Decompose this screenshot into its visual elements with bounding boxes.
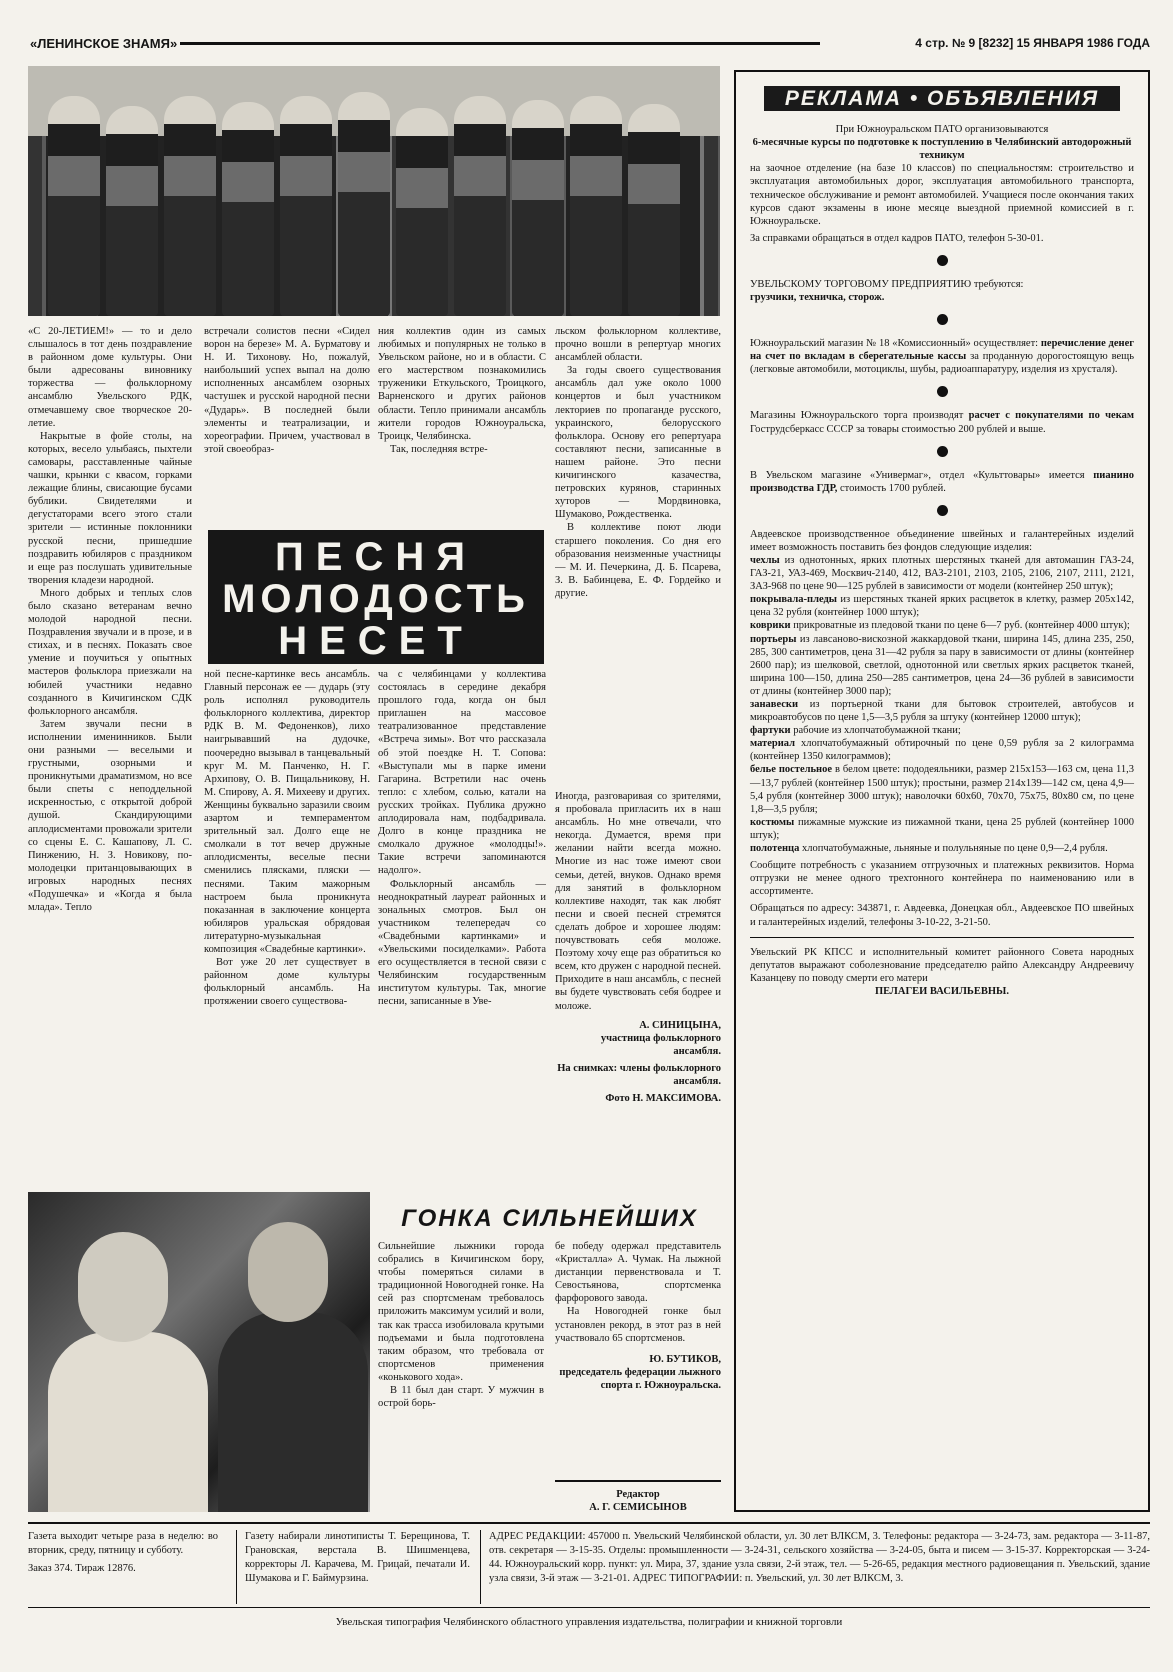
paragraph: «С 20-ЛЕТИЕМ!» — то и дело слышалось в тот день поздравление в районном доме культуры. Они были адресованы виновнику торжества — фольклорному ансамблю Увельского РДК, отмечавшему свое творческое 20-летие.: [28, 326, 192, 429]
ensemble-photo: [28, 66, 720, 316]
paragraph: Затем звучали песни в исполнении именинников. Были они разными — веселыми и грустными, озорными и проникнутыми драматизмом, но все были спеты с неподдельной искренностью, с открытой доброй душой. Скандирующими аплодисментами провожали зрители со сцены Е. С. Кашапову, Л. С. Пинжению, Н. З. Новикову, по-молодецки пританцовывающих в игровых народных песнях «Подушечка» и «Когда я была млада». Тепло: [28, 718, 192, 914]
paragraph: бе победу одержал представитель «Кристалла» А. Чумак. На лыжной дистанции первенствовала и Т. Севостьянова, спортсменка фарфорового завода.: [555, 1241, 721, 1305]
article-headline: [208, 530, 544, 664]
sport-signature: Ю. БУТИКОВ,: [649, 1353, 721, 1365]
item-name: коврики: [750, 620, 791, 632]
ad-bold: грузчики, техничка, сторож.: [750, 292, 885, 304]
paragraph: Сильнейшие лыжники города собрались в Кичигинском бору, чтобы померяться силами в традиционной Новогодней гонке. На сей раз спортсменам требовалось приложить максимум усилий и воли, так как трасса изобиловала крутыми подъемами и была подготовлена таким образом, что требовала от спортсменов применения «конькового хода».: [378, 1241, 544, 1383]
ad-item: [750, 633, 1134, 698]
bullet-icon: [937, 505, 948, 516]
item-text: хлопчатобумажные, льняные и полульняные по цене 0,9—2,4 рубля.: [801, 843, 1108, 855]
ad-item: [750, 554, 1134, 593]
item-text: хлопчатобумажный обтирочный по цене 0,59 рубля за 2 килограмма (контейнер 1350 килограммов);: [750, 738, 1134, 763]
editor-name: А. Г. СЕМИСЫНОВ: [589, 1502, 687, 1513]
photo-caption: На снимках: члены фольклорного ансамбля.: [557, 1062, 721, 1087]
headline-line-2: МОЛОДОСТЬ: [222, 577, 530, 621]
article-signature: А. СИНИЦЫНА,: [639, 1019, 721, 1031]
ad-item: [750, 763, 1134, 815]
article-column-4: [555, 325, 721, 785]
item-name: покрывала-пледы: [750, 594, 838, 606]
item-text: пижамные мужские из пижамной ткани, цена 25 рублей (контейнер 1000 штук);: [750, 816, 1134, 841]
ad-text: Магазины Южноуральского торга производят: [750, 410, 964, 422]
condolence: [750, 946, 1134, 998]
ad-piano: [750, 469, 1134, 495]
ad-bold: перечисление денег на счет по вкладам в сберегательные кассы: [750, 338, 1134, 363]
ad-text: Южноуральский магазин № 18 «Комиссионный» осуществляет:: [750, 338, 1039, 350]
ad-item: [750, 816, 1134, 842]
paragraph: льском фольклорном коллективе, прочно вошли в репертуар многих ансамблей области.: [555, 326, 721, 364]
photo-credit: Фото Н. МАКСИМОВА.: [605, 1093, 721, 1105]
editor-label: Редактор: [616, 1489, 660, 1500]
masthead-rule: [180, 42, 820, 45]
footer-schedule: [28, 1530, 218, 1576]
item-text: рабочие из хлопчатобумажной ткани;: [793, 725, 961, 737]
ad-avdeevka: [750, 528, 1134, 929]
sport-column-2: [555, 1240, 721, 1466]
ad-item: [750, 842, 1134, 855]
divider: [750, 937, 1134, 938]
newspaper-name: «ЛЕНИНСКОЕ ЗНАМЯ»: [30, 36, 178, 51]
ad-text: стоимость 1700 рублей.: [839, 482, 946, 494]
ad-bold: пианино производства ГДР,: [750, 469, 1134, 494]
item-text: из шерстяных тканей ярких расцветок в клетку, размер 205х142, цена 32 рубля (контейнер 1000 штук);: [750, 594, 1134, 619]
paragraph: Накрытые в фойе столы, на которых, весело улыбаясь, пыхтели самовары, расставленные чайные чашки, крынки с квасом, горками лежащие блины, свисающие бусами бублики. Свидетелями и дегустаторами всего этого стали зрители — истинные поклонники русской песни, пришедшие поздравить юбиляров с праздником и еще раз послушать удивительные творения кладези народной.: [28, 430, 192, 586]
paragraph: Иногда, разговаривая со зрителями, я пробовала пригласить их в наш ансамбль. Но мне отвечали, что некогда. Думается, время при желании найти всегда можно. Многие из нас тоже имеют свои семьи, детей, внуков. Однако время для занятий в фольклорном коллективе находят, так как любят песни и своей песней стремятся сделать доброе и хорошее людям: почувствовать себя моложе. Поэтому хочу еще раз обратиться ко всем, кто дружен с народной песней. Приходите в наш ансамбль, с песней вы будете чувствовать себя бодрее и моложе.: [555, 791, 721, 1012]
ad-courses: [750, 123, 1134, 245]
paragraph: Так, последняя встре-: [390, 443, 488, 455]
item-text: из лавсаново-вискозной жаккардовой ткани, ширина 145, длина 235, 250, 285, 300 сантиметров, цена 31—42 рубля за пару в зависимости от длины (контейнер 2600 пар); из шелковой, светлой, однотонной или светлых ярких расцветок тканей, ширина 100—150, длина 250—285 сантиметров, цена 24—36 рублей в зависимости от длины (контейнер 3000 пар);: [750, 633, 1135, 697]
paragraph: ния коллектив один из самых любимых и популярных не только в Увельском районе, но и в области. С его мастерством познакомились труженики Еткульского, Троицкого, Варненского и других районов области. Тепло принимали ансамбль жители городов Южноуральска, Троицк, Челябинска.: [378, 326, 546, 442]
ad-jobs: [750, 278, 1134, 304]
item-text: из портьерной ткани для бытовок строителей, автобусов и микроавтобусов по цене 1,5—3,5 рубля за штуку (контейнер 12000 штук);: [750, 699, 1135, 724]
paragraph: В 11 был дан старт. У мужчин в острой борь-: [378, 1385, 544, 1410]
item-name: фартуки: [750, 725, 791, 737]
item-text: из однотонных, ярких плотных шерстяных тканей для автомашин ГАЗ-24, ГАЗ-21, УАЗ-469, Москвич-2140, 412, ВАЗ-2101, 2103, 2105, 2106, 2107, 2111, 2121, ЗАЗ-968 по цене 90—125 рублей в зависимости от модели (контейнер 250 штук);: [750, 554, 1135, 593]
paragraph: За годы своего существования ансамбль дал уже около 1000 концертов и был участником лекториев по пропаганде русского, украинского, белорусского фольклора. Основу его репертуара составляют песни, записанные в нашем районе. Это песни кичигинского казачества, петровских курянов, старинных хуторов — Мордвиновка, Шумаково, Рождественка.: [555, 365, 721, 521]
ad-item: [750, 698, 1134, 724]
footer-address: АДРЕС РЕДАКЦИИ: 457000 п. Увельский Челябинской области, ул. 30 лет ВЛКСМ, 3. Телефоны: редактора — 3-24-73, зам. редактора — 3-11-87, отв. секретаря — 3-15-35. Отделы: промышленности — 3-24-31, сельского хозяйства — 3-24-05, быта и писем — 3-15-37. Корректорская — 3-24-44. Южноуральский корр. пункт: ул. Мира, 37, здание узла связи, 2-й этаж, тел. — 5-26-65, редакция местного радиовещания п. Увельский, здание узла связи, 3-й этаж — 3-21-01. АДРЕС ТИПОГРАФИИ: п. Увельский, ул. 30 лет ВЛКСМ, 3.: [480, 1530, 1150, 1604]
ad-commission: [750, 337, 1134, 376]
ad-bold: расчет с покупателями по чекам: [968, 410, 1135, 422]
sport-headline: ГОНКА СИЛЬНЕЙШИХ: [401, 1205, 698, 1232]
paragraph: Вот уже 20 лет существует в районном доме культуры фольклорный ансамбль. На протяжении своего существова-: [204, 957, 370, 1008]
item-name: белье постельное: [750, 764, 833, 776]
article-column-2: [204, 325, 370, 525]
masthead: [30, 32, 1150, 54]
ad-bold: 6-месячные курсы по подготовке к поступлению в Челябинский автодорожный техникум: [752, 137, 1132, 162]
paragraph: Много добрых и теплых слов было сказано ветеранам вечно молодой народной песни. Поздравления звучали и в прозе, и в стихах, и в песнях. Показать свое умение и поучиться у опытных мастеров фольклора приезжали на юбилей участники недавно созданного в Кичигинском СДК фольклорного ансамбля.: [28, 587, 192, 717]
paragraph: Фольклорный ансамбль — неоднократный лауреат районных и зональных смотров. Был он участником телепередач со «Свадебными картинками» и «Увельскими посиделками». Работа его осуществляется в тесной связи с Челябинским государственным институтом культуры. Так, многие песни, записанные в Уве-: [378, 878, 546, 1008]
article-column-1: [28, 325, 192, 1185]
schedule-text: Газета выходит четыре раза в неделю: во вторник, среду, пятницу и субботу.: [28, 1531, 218, 1556]
paragraph: На Новогодней гонке был установлен рекорд, в этот раз в ней участвовало 65 спортсменов.: [555, 1306, 721, 1344]
ad-checks: [750, 409, 1134, 435]
ads-section: [734, 70, 1150, 1512]
ad-text: Обращаться по адресу: 343871, г. Авдеевка, Донецкая обл., Авдеевское ПО швейных и галантерейных изделий, телефоны 3-10-22, 3-21-50.: [750, 903, 1134, 928]
ad-item: [750, 619, 1134, 632]
ad-text: При Южноуральском ПАТО организовываются: [835, 124, 1049, 136]
bullet-icon: [937, 386, 948, 397]
issue-line: 4 стр. № 9 [8232] 15 ЯНВАРЯ 1986 ГОДА: [915, 36, 1150, 50]
item-text: в белом цвете: пододеяльники, размер 215х153—163 см, цена 11,3—13,7 рублей (контейнер 1500 штук); простыни, размер 214х139—142 см, цена 4,9—5,4 рубля (контейнер 3000 штук); наволочки 60х60, 70х70, 75х75, 80х80 см, по цене 1,8—3,5 рубля;: [750, 764, 1135, 815]
printer-line: Увельская типография Челябинского областного управления издательства, полиграфии и книжной торговли: [335, 1616, 843, 1628]
paragraph: встречали солистов песни «Сидел ворон на березе» М. А. Бурматову и Н. И. Тихонову. Но, пожалуй, наибольший успех выпал на долю исполненных ансамблем озорных частушек и русской народной песни «Дударь». В последней были элементы и театрализации, и хореографии. Причем, участвовал в этой своеобраз-: [204, 326, 370, 455]
paragraph: ной песне-картинке весь ансамбль. Главный персонаж ее — дударь (эту роль исполнял руководитель фольклорного коллектива, директор РДК В. М. Федоненков), лихо наигрывавший на дудочке, поочередно вызывал в танцевальный круг М. М. Панченко, Н. Г. Архипову, О. В. Пищальникову, Н. М. Спирову, А. Я. Михееву и других. Женщины буквально заразили своим азартом и темпераментом зрительный зал. Долго еще не смолкали в тот вечер дружные аплодисменты, веселые песни сменились плясками, пляски — песнями. Таким мажорным настроем была проникнута показанная в заключение концерта юбиляров уральская обрядовая литературно-музыкальная композиция «Свадебные картинки».: [204, 669, 370, 955]
ad-text: В Увельском магазине «Универмаг», отдел «Культтовары» имеется: [750, 469, 1085, 481]
item-name: костюмы: [750, 816, 795, 828]
article-column-4b: [555, 790, 721, 1180]
ad-text: Авдеевское производственное объединение швейных и галантерейных изделий имеет возможность поставить без фондов следующие изделия:: [750, 528, 1134, 553]
item-name: полотенца: [750, 843, 800, 855]
headline-line-3: НЕСЕТ: [278, 619, 474, 663]
bullet-icon: [937, 446, 948, 457]
item-name: портьеры: [750, 633, 797, 645]
bullet-icon: [937, 314, 948, 325]
condolence-text: Увельский РК КПСС и исполнительный комитет районного Совета народных депутатов выражают соболезнование председателю райпо Александру Андреевичу Казанцеву по поводу смерти его матери: [750, 946, 1134, 984]
ad-text: за проданную дорогостоящую вещь (легковые автомобили, мотоциклы, шубы, радиоаппаратуру, изделия из хрусталя).: [750, 351, 1135, 376]
order-text: Заказ 374. Тираж 12876.: [28, 1563, 136, 1574]
item-name: занавески: [750, 699, 798, 710]
condolence-name: ПЕЛАГЕИ ВАСИЛЬЕВНЫ.: [875, 985, 1009, 997]
item-name: материал: [750, 738, 795, 750]
ad-text: Сообщите потребность с указанием отгрузочных и платежных реквизитов. Норма отгрузки не менее одного трехтонного контейнера по наименованию или в ассортименте.: [750, 860, 1134, 898]
ad-item: [750, 593, 1134, 619]
ad-text: За справками обращаться в отдел кадров ПАТО, телефон 5-30-01.: [750, 232, 1044, 244]
editor-block: [555, 1480, 721, 1514]
signature-role: участница фольклорного ансамбля.: [600, 1032, 721, 1057]
paragraph: В коллективе поют люди старшего поколения. Со дня его образования неизменные участницы — М. И. Печеркина, Д. Б. Псарева, З. В. Бабинцева, Е. Ф. Гордейко и другие.: [555, 522, 721, 599]
ad-item: [750, 724, 1134, 737]
ad-text: УВЕЛЬСКОМУ ТОРГОВОМУ ПРЕДПРИЯТИЮ требуются:: [750, 278, 1024, 290]
footer: [28, 1522, 1150, 1608]
singers-photo: [28, 1192, 370, 1512]
bullet-icon: [937, 255, 948, 266]
item-name: чехлы: [750, 554, 780, 566]
ad-text: Гострудсберкасс СССР за товары стоимостью 200 рублей и выше.: [750, 423, 1046, 435]
sport-column-1: [378, 1240, 544, 1520]
paragraph: ча с челябинцами у коллектива состоялась в середине декабря прошлого года, когда он был приглашен на массовое театрализованное представление «Встреча зимы». Вот что рассказала об этой поездке Н. Т. Сопова: «Выступали мы в парке имени Гагарина. Встретили нас очень тепло: с хлебом, солью, катали на русских тройках. Публика дружно аплодировала нам, подбадривала. Долго в конце праздника не смолкало дружное «молодцы!». Такие встречи запоминаются надолго».: [378, 669, 546, 877]
ad-item: [750, 737, 1134, 763]
sport-signature-role: председатель федерации лыжного спорта г. Южноуральска.: [559, 1366, 721, 1391]
ad-text: на заочное отделение (на базе 10 классов) по специальностям: строительство и эксплуатация автомобильных дорог, эксплуатация автомобильного транспорта, техническое обслуживание и ремонт автомобилей. Учащиеся после окончания таких курсов сдают экзамены в июне месяце выездной приемной комиссией в г. Южноуральске.: [750, 163, 1134, 227]
article-column-3: [378, 325, 546, 525]
item-text: прикроватные из пледовой ткани по цене 6—7 руб. (контейнер 4000 штук);: [793, 620, 1130, 632]
article-column-2b: [204, 668, 370, 1180]
article-column-3b: [378, 668, 546, 1180]
footer-typesetters: Газету набирали линотиписты Т. Берещинова, Т. Грановская, верстала В. Шишменцева, корректоры Л. Карачева, М. Грицай, печатали И. Шумакова и Г. Баймурзина.: [236, 1530, 470, 1604]
headline-line-1: ПЕСНЯ: [275, 535, 477, 579]
ads-banner: РЕКЛАМА • ОБЪЯВЛЕНИЯ: [764, 86, 1120, 111]
